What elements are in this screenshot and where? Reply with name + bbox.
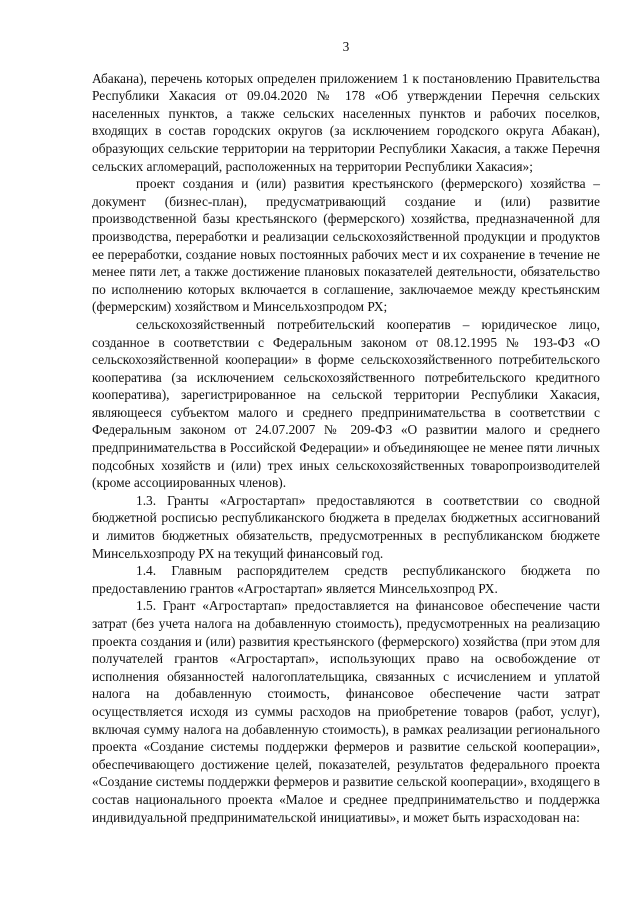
- paragraph-1-5: 1.5. Грант «Агростартап» предоставляется на финансовое обеспечение части затрат (без учета налога на добавленную стоимость), предусмотренных на реализацию проекта создания и (или) развития крестьянского (фермерского) хозяйства (при этом для получателей грантов «Агростартап», использующих право на освобождение от исполнения обязанностей налогоплательщика, связанных с исчислением и уплатой налога на добавленную стоимость, финансовое обеспечение части затрат осуществляется исходя из суммы расходов на приобретение товаров (работ, услуг), включая сумму налога на добавленную стоимость), в рамках реализации регионального проекта «Создание системы поддержки фермеров и развитие сельской кооперации», обеспечивающего достижение целей, показателей, результатов федерального проекта «Создание системы поддержки фермеров и развитие сельской кооперации», входящего в состав национального проекта «Малое и среднее предпринимательство и поддержка индивидуальной предпринимательской инициативы», и может быть израсходован на:: [92, 598, 600, 825]
- paragraph-1-3: 1.3. Гранты «Агростартап» предоставляются в соответствии со сводной бюджетной росписью республиканского бюджета в пределах бюджетных ассигнований и лимитов бюджетных обязательств, предусмотренных в республиканском бюджете Минсельхозпроду РХ на текущий финансовый год.: [92, 492, 600, 561]
- paragraph-project-definition: проект создания и (или) развития крестьянского (фермерского) хозяйства – документ (бизнес-план), предусматривающий создание и (или) развитие производственной базы крестьянского (фермерского) хозяйства, предназначенной для производства, переработки и реализации сельскохозяйственной продукции и продуктов ее переработки, создание новых постоянных рабочих мест и их сохранение в течение не менее пяти лет, а также достижение плановых показателей деятельности, обязательство по исполнению которых включается в соглашение, заключаемое между крестьянским (фермерским) хозяйством и Минсельхозпродом РХ;: [92, 176, 600, 315]
- paragraph-1-4: 1.4. Главным распорядителем средств республиканского бюджета по предоставлению грантов «Агростартап» является Минсельхозпрод РХ.: [92, 563, 600, 596]
- paragraph-continuation: Абакана), перечень которых определен приложением 1 к постановлению Правительства Республики Хакасия от 09.04.2020 № 178 «Об утверждении Перечня сельских населенных пунктов, а также сельских населенных пунктов и рабочих поселков, входящих в состав городских округов (за исключением городского округа Абакан), образующих сельские территории на территории Республики Хакасия, а также Перечня сельских агломераций, расположенных на территории Республики Хакасия»;: [92, 70, 600, 174]
- page-number: 3: [342, 39, 350, 54]
- paragraph-cooperative-definition: сельскохозяйственный потребительский кооператив – юридическое лицо, созданное в соответствии с Федеральным законом от 08.12.1995 № 193-ФЗ «О сельскохозяйственной кооперации» в форме сельскохозяйственного потребительского кооператива (за исключением сельскохозяйственного потребительского кредитного кооператива), зарегистрированное на сельской территории Республики Хакасия, являющееся субъектом малого и среднего предпринимательства в соответствии с Федеральным законом от 24.07.2007 № 209-ФЗ «О развитии малого и среднего предпринимательства в Российской Федерации» и объединяющее не менее пяти личных подсобных хозяйств и (или) трех иных сельскохозяйственных товаропроизводителей (кроме ассоциированных членов).: [92, 316, 600, 491]
